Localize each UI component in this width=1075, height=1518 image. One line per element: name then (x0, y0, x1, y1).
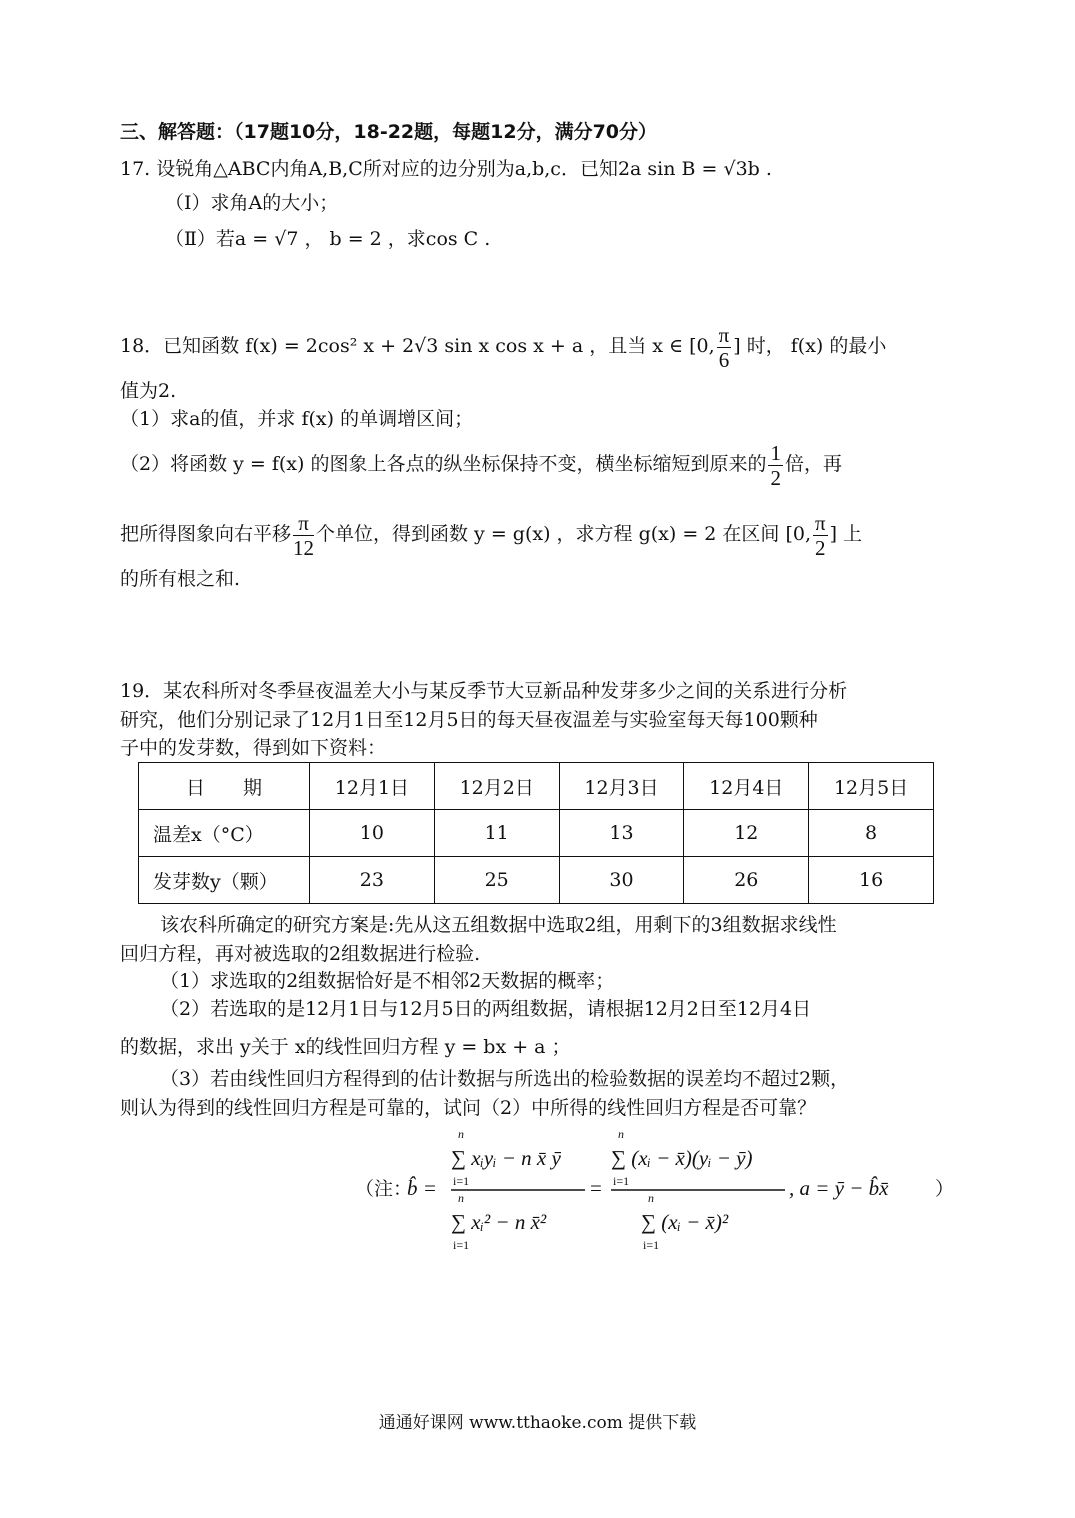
formula-num2: ∑ (xᵢ − x̄)(yᵢ − ȳ) (611, 1146, 753, 1170)
sum-bottom: i=1 (643, 1238, 660, 1252)
table-row-header (139, 763, 934, 810)
table-cell: 12月4日 (684, 763, 809, 810)
q18-part2-b: 倍，再 (784, 453, 842, 475)
q18-frac-pi-2 (813, 511, 828, 560)
q18-frac-pi-6 (717, 323, 732, 372)
q18-frac-pi2-num: π (814, 510, 826, 535)
q18-part2-e: ] 上 (829, 523, 863, 545)
formula-den2: ∑ (xᵢ − x̄)² (641, 1210, 729, 1234)
sum-top: n (618, 1127, 624, 1141)
section-title: 三、解答题：（17题10分，18-22题，每题12分，满分70分） (120, 121, 658, 143)
formula-equals: = (590, 1176, 602, 1200)
footer-text: 通通好课网 www.tthaoke.com 提供下载 (378, 1413, 697, 1433)
q19-part2a: （2）若选取的是12月1日与12月5日的两组数据，请根据12月2日至12月4日 (160, 998, 812, 1020)
q19-stem1: 19．某农科所对冬季昼夜温差大小与某反季节大豆新品种发芽多少之间的关系进行分析 (120, 680, 848, 702)
q18-part2-a: （2）将函数 y = f(x) 的图象上各点的纵坐标保持不变，横坐标缩短到原来的 (120, 453, 767, 475)
q18-stem-b: ] 时， f(x) 的最小 (733, 335, 887, 357)
table-cell: 12月1日 (310, 763, 435, 810)
table-cell: 25 (434, 857, 559, 904)
q18-frac-num: π (718, 322, 730, 347)
sum-bottom: i=1 (453, 1174, 470, 1188)
sum-top: n (458, 1191, 464, 1205)
q18-frac-pi12-den: 12 (293, 535, 315, 560)
table-cell: 16 (809, 857, 934, 904)
q18-frac12-den: 2 (770, 465, 781, 490)
q18-part2-line2 (120, 506, 862, 562)
formula-num1: ∑ xᵢyᵢ − n x̄ ȳ (451, 1146, 561, 1170)
table-cell: 13 (559, 810, 684, 857)
q18-part2-f: 的所有根之和. (120, 568, 241, 590)
q19-part3a: （3）若由线性回归方程得到的估计数据与所选出的检验数据的误差均不超过2颗， (160, 1068, 850, 1090)
q18-part1: （1）求a的值，并求 f(x) 的单调增区间； (120, 408, 474, 430)
data-table (138, 762, 934, 904)
q18-part2-d: 个单位，得到函数 y = g(x) ，求方程 g(x) = 2 在区间 [0, (316, 523, 811, 545)
q18-frac-den: 6 (718, 347, 730, 372)
table-cell: 12月3日 (559, 763, 684, 810)
table-cell: 日 期 (139, 763, 310, 810)
q18-stem (120, 318, 960, 374)
note-suffix: ） (935, 1178, 955, 1200)
q18-stem-c: 值为2. (120, 380, 177, 402)
table-cell: 26 (684, 857, 809, 904)
q19-stem2: 研究，他们分别记录了12月1日至12月5日的每天昼夜温差与实验室每天每100颗种 (120, 709, 818, 731)
q18-frac-pi2-den: 2 (815, 535, 826, 560)
table-row (139, 810, 934, 857)
q19-part2b: 的数据，求出 y关于 x的线性回归方程 y = bx + a ； (120, 1036, 571, 1058)
formula-den1: ∑ xᵢ² − n x̄² (451, 1210, 547, 1234)
q18-frac12-num: 1 (770, 440, 781, 465)
q19-plan2: 回归方程，再对被选取的2组数据进行检验. (120, 943, 481, 965)
q18-frac-1-2 (768, 441, 783, 490)
q18-frac-pi-12 (293, 511, 314, 560)
formula-a: , a = ȳ − b̂x̄ (789, 1176, 889, 1200)
q17-stem: 17. 设锐角△ABC内角A,B,C所对应的边分别为a,b,c．已知2a sin B = √3b . (120, 158, 772, 180)
q18-stem-a: 18．已知函数 f(x) = 2cos² x + 2√3 sin x cos x + a ，且当 x ∈ [0, (120, 335, 715, 357)
table-cell: 8 (809, 810, 934, 857)
q17-part1: （Ⅰ）求角A的大小； (165, 192, 339, 214)
table-cell: 12月5日 (809, 763, 934, 810)
regression-formula (355, 1125, 955, 1265)
table-cell: 11 (434, 810, 559, 857)
q19-part3b: 则认为得到的线性回归方程是可靠的，试问（2）中所得的线性回归方程是否可靠？ (120, 1097, 817, 1119)
q18-frac-pi12-num: π (293, 511, 314, 536)
table-row (139, 857, 934, 904)
sum-top: n (648, 1191, 654, 1205)
q17-part2: （Ⅱ）若a = √7 ， b = 2 ，求cos C . (165, 228, 491, 250)
table-cell: 10 (310, 810, 435, 857)
note-prefix: （注： (355, 1178, 413, 1200)
q18-part2-line1 (120, 436, 842, 492)
table-cell: 30 (559, 857, 684, 904)
table-cell: 23 (310, 857, 435, 904)
sum-top: n (458, 1127, 464, 1141)
formula-b-hat: b̂ = (407, 1176, 437, 1200)
sum-bottom: i=1 (453, 1238, 470, 1252)
q19-part1: （1）求选取的2组数据恰好是不相邻2天数据的概率； (160, 970, 615, 992)
sum-bottom: i=1 (613, 1174, 630, 1188)
table-cell: 发芽数y（颗） (139, 857, 310, 904)
table-cell: 温差x（°C） (139, 810, 310, 857)
table-cell: 12 (684, 810, 809, 857)
table-cell: 12月2日 (434, 763, 559, 810)
q19-plan1: 该农科所确定的研究方案是:先从这五组数据中选取2组，用剩下的3组数据求线性 (160, 914, 837, 936)
q19-stem3: 子中的发芽数，得到如下资料： (120, 737, 387, 759)
q18-part2-c: 把所得图象向右平移 (120, 523, 292, 545)
